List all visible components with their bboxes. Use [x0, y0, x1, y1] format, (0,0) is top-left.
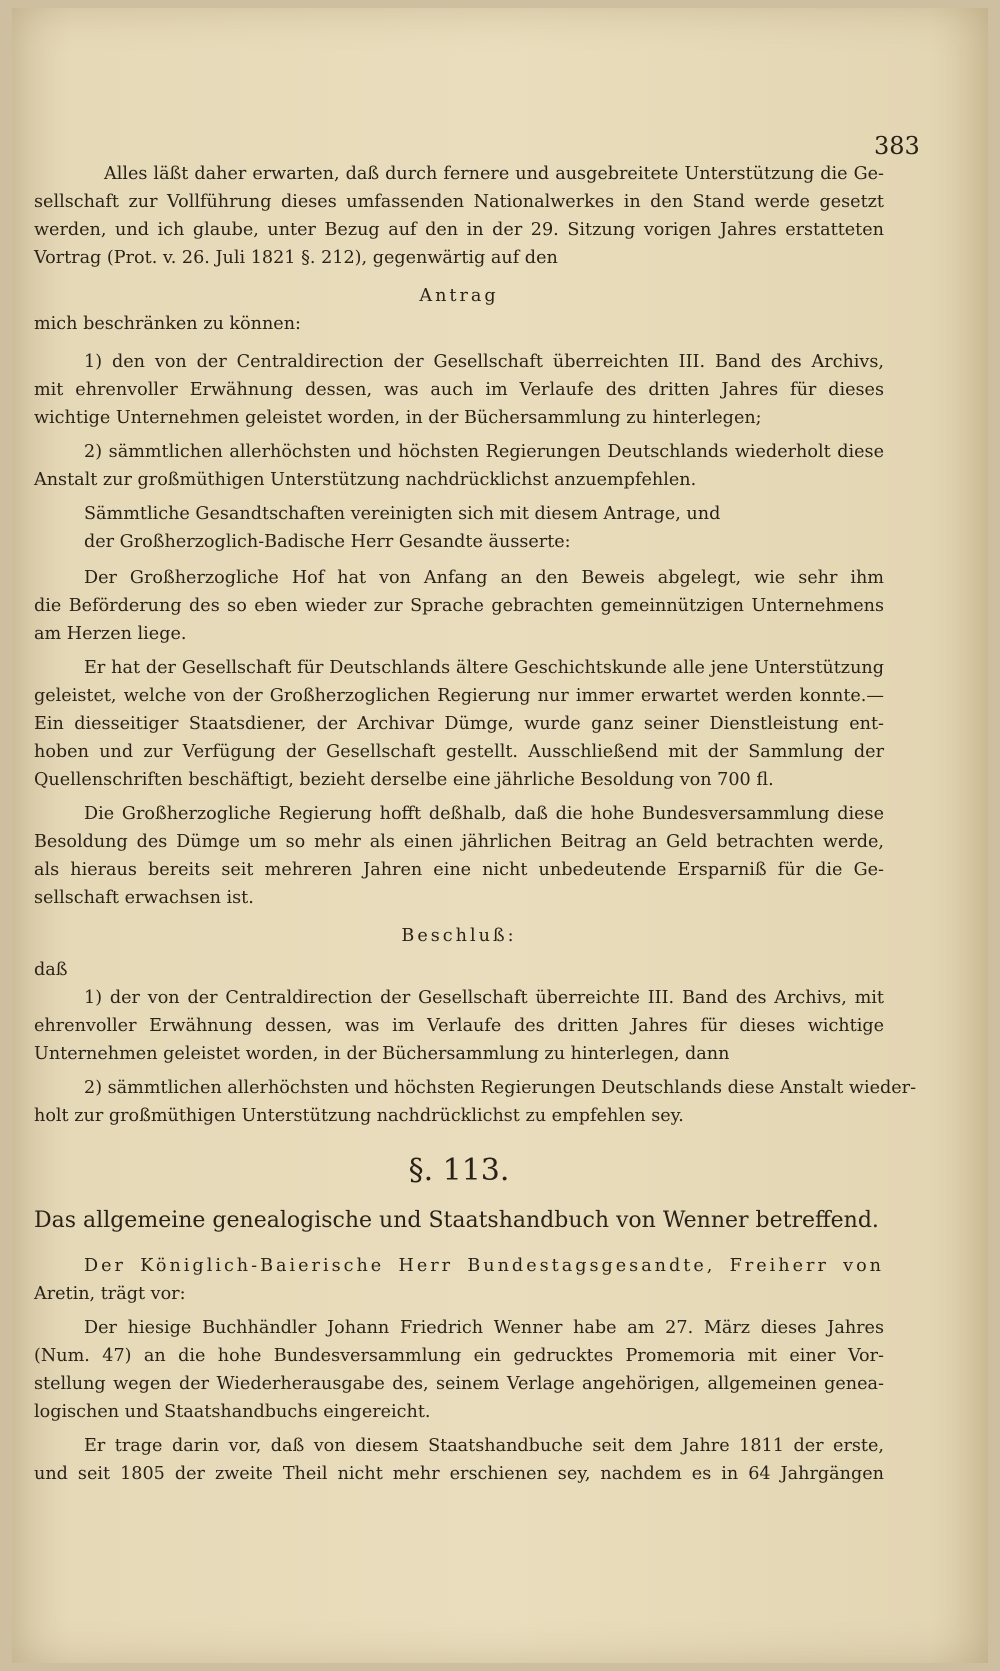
text-line: am Herzen liege.: [34, 624, 187, 644]
text-line: hoben und zur Verfügung der Gesellschaft gestellt. Ausschließend mit der Sammlung der: [34, 742, 884, 762]
text-line: geleistet, welche von der Großherzoglichen Regierung nur immer erwartet werden konnte.—: [34, 686, 884, 706]
document-page: [12, 8, 988, 1663]
text-line: Anstalt zur großmüthigen Unterstützung nachdrücklichst anzuempfehlen.: [34, 470, 697, 490]
section-number: §. 113.: [408, 1153, 510, 1188]
text-line: mit ehrenvoller Erwähnung dessen, was auch im Verlaufe des dritten Jahres für dieses: [34, 380, 884, 400]
text-line: logischen und Staatshandbuchs eingereicht.: [34, 1402, 431, 1422]
text-line: werden, und ich glaube, unter Bezug auf den in der 29. Sitzung vorigen Jahres erstatteten: [34, 220, 884, 240]
text-line: Sämmtliche Gesandtschaften vereinigten sich mit diesem Antrage, und: [84, 504, 721, 524]
text-line: daß: [34, 960, 68, 980]
text-line: Vortrag (Prot. v. 26. Juli 1821 §. 212), gegenwärtig auf den: [34, 248, 558, 268]
text-line: sellschaft erwachsen ist.: [34, 888, 254, 908]
page-number: 383: [874, 132, 920, 160]
text-line: Quellenschriften beschäftigt, bezieht derselbe eine jährliche Besoldung von 700 fl.: [34, 770, 774, 790]
text-line: 1) den von der Centraldirection der Gesellschaft überreichten III. Band des Archivs,: [84, 352, 884, 372]
text-line: Der Großherzogliche Hof hat von Anfang an den Beweis abgelegt, wie sehr ihm: [84, 568, 884, 588]
text-line: ehrenvoller Erwähnung dessen, was im Verlaufe des dritten Jahres für dieses wichtige: [34, 1016, 884, 1036]
text-line: wichtige Unternehmen geleistet worden, in der Büchersammlung zu hinterlegen;: [34, 408, 762, 428]
text-line: die Beförderung des so eben wieder zur Sprache gebrachten gemeinnützigen Unternehmens: [34, 596, 884, 616]
text-line: Die Großherzogliche Regierung hofft deßhalb, daß die hohe Bundesversammlung diese: [84, 804, 884, 824]
text-line: holt zur großmüthigen Unterstützung nachdrücklichst zu empfehlen sey.: [34, 1106, 684, 1126]
section-title: Das allgemeine genealogische und Staatshandbuch von Wenner betreffend.: [34, 1208, 879, 1233]
text-line: Besoldung des Dümge um so mehr als einen jährlichen Beitrag an Geld betrachten werde,: [34, 832, 884, 852]
text-line: Aretin, trägt vor:: [34, 1284, 186, 1304]
text-line: Der hiesige Buchhändler Johann Friedrich Wenner habe am 27. März dieses Jahres: [84, 1318, 884, 1338]
text-line: (Num. 47) an die hohe Bundesversammlung ein gedrucktes Promemoria mit einer Vor-: [34, 1346, 884, 1366]
text-line: Er trage darin vor, daß von diesem Staatshandbuche seit dem Jahre 1811 der erste,: [84, 1436, 884, 1456]
text-line: 1) der von der Centraldirection der Gesellschaft überreichte III. Band des Archivs, mit: [84, 988, 884, 1008]
text-line: stellung wegen der Wiederherausgabe des, seinem Verlage angehörigen, allgemeinen genea-: [34, 1374, 884, 1394]
motion-heading: Antrag: [419, 286, 499, 306]
text-line: der Großherzoglich-Badische Herr Gesandte äusserte:: [84, 532, 571, 552]
text-line: als hieraus bereits seit mehreren Jahren eine nicht unbedeutende Ersparniß für die Ge-: [34, 860, 884, 880]
text-line: Unternehmen geleistet worden, in der Büchersammlung zu hinterlegen, dann: [34, 1044, 730, 1064]
text-line: sellschaft zur Vollführung dieses umfassenden Nationalwerkes in den Stand werde gesetzt: [34, 192, 884, 212]
text-line: 2) sämmtlichen allerhöchsten und höchsten Regierungen Deutschlands wiederholt diese: [84, 442, 884, 462]
text-line: Ein diesseitiger Staatsdiener, der Archivar Dümge, wurde ganz seiner Dienstleistung ent-: [34, 714, 884, 734]
text-line: und seit 1805 der zweite Theil nicht mehr erschienen sey, nachdem es in 64 Jahrgängen: [34, 1464, 884, 1484]
text-line: Alles läßt daher erwarten, daß durch fernere und ausgebreitete Unterstützung die Ge-: [104, 164, 884, 184]
text-line: Der Königlich-Baierische Herr Bundestagsgesandte, Freiherr von: [84, 1256, 884, 1276]
text-line: Er hat der Gesellschaft für Deutschlands ältere Geschichtskunde alle jene Unterstützung: [84, 658, 884, 678]
resolution-heading: Beschluß:: [401, 926, 517, 946]
text-line: 2) sämmtlichen allerhöchsten und höchsten Regierungen Deutschlands diese Anstalt wieder-: [84, 1078, 917, 1098]
text-line: mich beschränken zu können:: [34, 314, 301, 334]
